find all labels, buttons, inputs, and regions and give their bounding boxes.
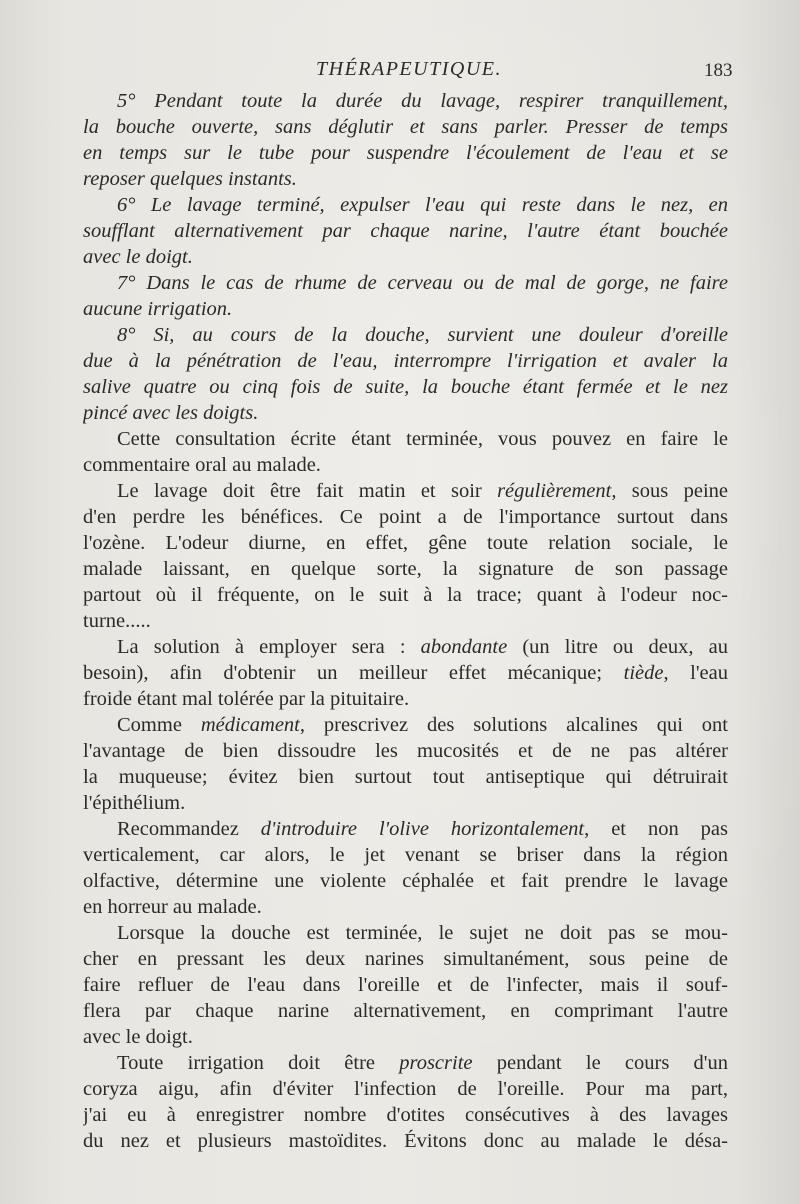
text-line: avec le doigt. (83, 246, 193, 268)
text-line (83, 478, 728, 504)
text-line: du nez et plusieurs mastoïdites. Évitons donc au malade le désa- (83, 1130, 728, 1152)
emphasis: proscrite (399, 1052, 473, 1074)
text-segment: Comme (117, 714, 201, 736)
text-segment: besoin), afin d'obtenir un meilleur effet mécanique; (83, 662, 624, 684)
text-line: malade laissant, en quelque sorte, la signature de son passage (83, 558, 728, 580)
text-line (83, 1050, 728, 1076)
text-line: 5° Pendant toute la durée du lavage, respirer tranquillement, (117, 90, 728, 112)
text-line: j'ai eu à enregistrer nombre d'otites consécutives à des lavages (83, 1104, 728, 1126)
text-line: 8° Si, au cours de la douche, survient une douleur d'oreille (117, 324, 728, 346)
text-segment: , prescrivez des solutions alcalines qui ont (299, 714, 728, 736)
text-line: faire refluer de l'eau dans l'oreille et de l'infecter, mais il souf- (83, 974, 728, 996)
text-line: verticalement, car alors, le jet venant se briser dans la région (83, 844, 728, 866)
running-title: THÉRAPEUTIQUE. (316, 58, 502, 80)
text-line: coryza aigu, afin d'éviter l'infection de l'oreille. Pour ma part, (83, 1078, 728, 1100)
page-header (0, 58, 800, 88)
emphasis: tiède (623, 662, 664, 684)
text-line: cher en pressant les deux narines simultanément, sous peine de (83, 948, 728, 970)
text-line: 6° Le lavage terminé, expulser l'eau qui reste dans le nez, en (117, 194, 728, 216)
text-line: aucune irrigation. (83, 298, 233, 320)
emphasis: d'introduire l'olive horizontalement (260, 818, 585, 840)
text-segment: , sous peine (611, 480, 728, 502)
text-segment: (un litre ou deux, au (507, 636, 728, 658)
text-line: froide étant mal tolérée par la pituitaire. (83, 688, 410, 710)
text-line: soufflant alternativement par chaque narine, l'autre étant bouchée (83, 220, 728, 242)
text-segment: , l'eau (663, 662, 728, 684)
text-line: Lorsque la douche est terminée, le sujet ne doit pas se mou- (117, 922, 728, 944)
text-line: avec le doigt. (83, 1026, 193, 1048)
text-line: l'avantage de bien dissoudre les mucosités et de ne pas altérer (83, 740, 728, 762)
text-line (83, 816, 728, 842)
text-line: en horreur au malade. (83, 896, 262, 918)
text-line: en temps sur le tube pour suspendre l'écoulement de l'eau et se (83, 142, 728, 164)
text-line (83, 660, 728, 686)
text-line: turne..... (83, 610, 151, 632)
text-line: d'en perdre les bénéfices. Ce point a de l'importance surtout dans (83, 506, 728, 528)
text-line: la bouche ouverte, sans déglutir et sans parler. Presser de temps (83, 116, 728, 138)
text-segment: Le lavage doit être fait matin et soir (117, 480, 498, 502)
text-segment: , et non pas (584, 818, 728, 840)
text-line: Cette consultation écrite étant terminée, vous pouvez en faire le (117, 428, 728, 450)
text-line: flera par chaque narine alternativement, en comprimant l'autre (83, 1000, 728, 1022)
emphasis: médicament (200, 714, 300, 736)
text-line: salive quatre ou cinq fois de suite, la bouche étant fermée et le nez (83, 376, 728, 398)
text-line: olfactive, détermine une violente céphalée et fait prendre le lavage (83, 870, 728, 892)
text-line: la muqueuse; évitez bien surtout tout antiseptique qui détruirait (83, 766, 728, 788)
text-line: commentaire oral au malade. (83, 454, 321, 476)
emphasis: abondante (420, 636, 508, 658)
text-line (83, 634, 728, 660)
page-number: 183 (704, 60, 733, 81)
text-line: reposer quelques instants. (83, 168, 297, 190)
text-line (83, 712, 728, 738)
text-segment: Recommandez (117, 818, 261, 840)
emphasis: régulièrement (497, 480, 612, 502)
text-line: due à la pénétration de l'eau, interrompre l'irrigation et avaler la (83, 350, 728, 372)
text-segment: Toute irrigation doit être (117, 1052, 400, 1074)
page-body (83, 88, 728, 1154)
text-line: 7° Dans le cas de rhume de cerveau ou de mal de gorge, ne faire (117, 272, 728, 294)
text-line: l'épithélium. (83, 792, 186, 814)
text-segment: La solution à employer sera : (117, 636, 421, 658)
text-line: l'ozène. L'odeur diurne, en effet, gêne toute relation sociale, le (83, 532, 728, 554)
text-line: partout où il fréquente, on le suit à la trace; quant à l'odeur noc- (83, 584, 728, 606)
text-line: pincé avec les doigts. (83, 402, 259, 424)
text-segment: pendant le cours d'un (472, 1052, 728, 1074)
